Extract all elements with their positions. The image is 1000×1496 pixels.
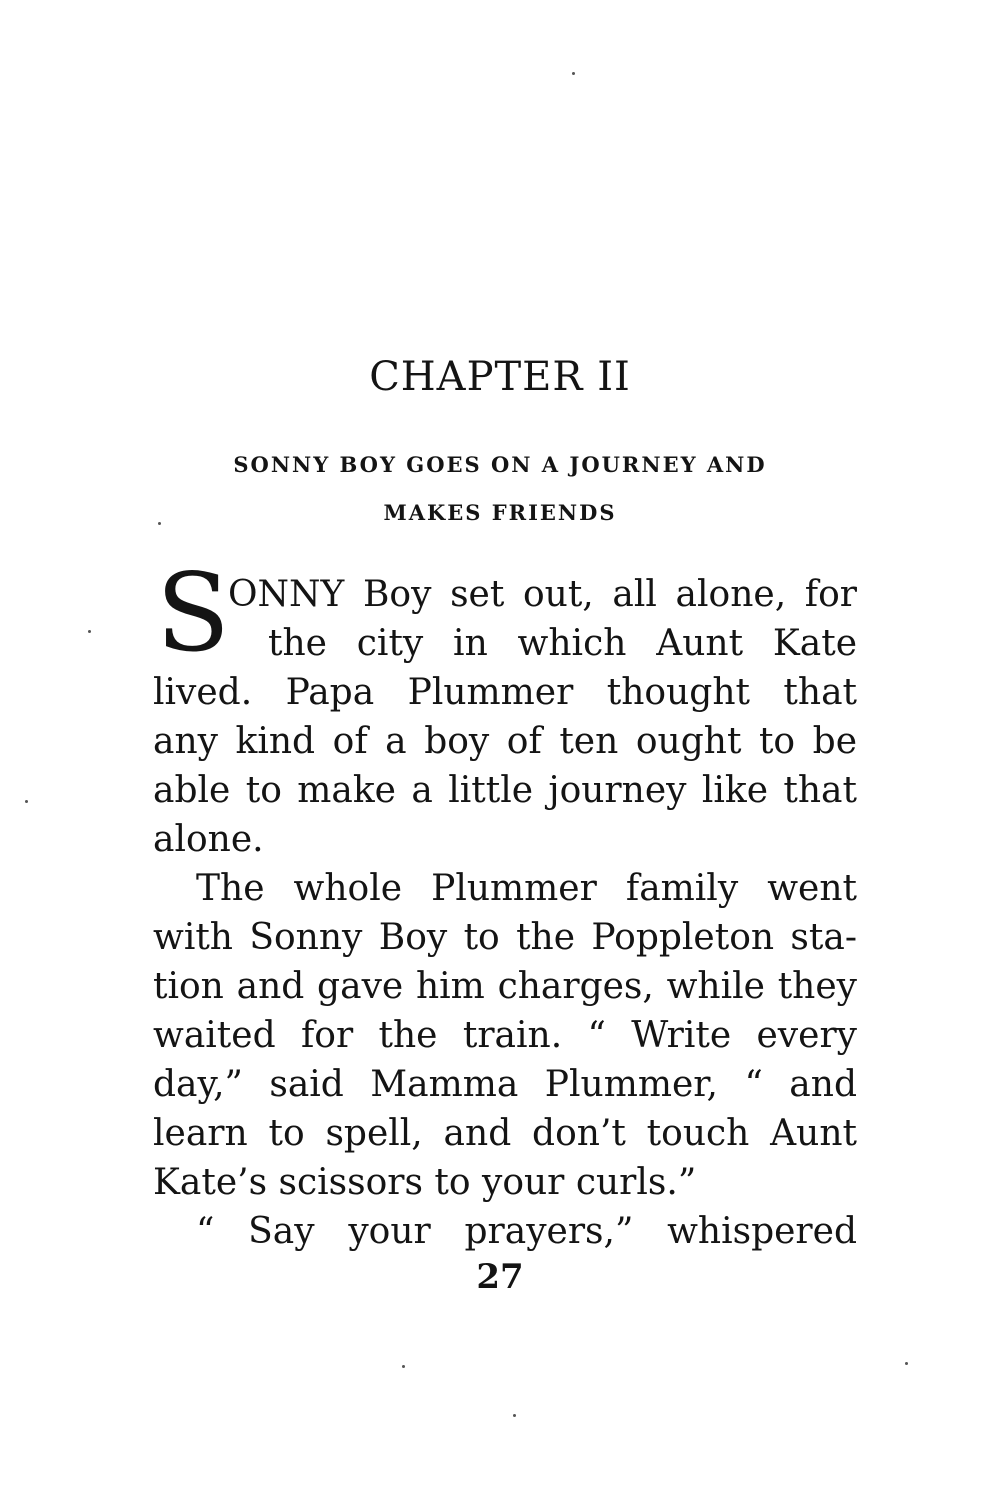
text-line-14: “ Say your prayers,” whispered [196,1211,857,1252]
text-line-4: any kind of a boy of ten ought to be [153,721,857,762]
paper-speck [88,630,91,633]
text-line-5: able to make a little journey like that [153,770,857,811]
paper-speck [158,522,161,525]
text-line-10: waited for the train. “ Write every [153,1015,857,1056]
text-line-1: ONNY Boy set out, all alone, for [228,574,857,615]
text-line-2: the city in which Aunt Kate [268,623,857,664]
paper-speck [905,1362,908,1365]
paper-speck [572,72,575,75]
drop-cap-letter: S [156,551,230,676]
text-line-7: The whole Plummer family went [196,868,857,909]
paper-speck [25,800,28,803]
chapter-subtitle-line-1: SONNY BOY GOES ON A JOURNEY AND [233,452,767,477]
text-line-6: alone. [153,819,264,860]
text-line-8: with Sonny Boy to the Poppleton sta- [153,917,857,958]
text-line-12: learn to spell, and don’t touch Aunt [153,1113,857,1154]
chapter-title: CHAPTER II [369,354,631,400]
paper-speck [402,1365,405,1368]
paper-speck [513,1414,516,1417]
page-number: 27 [476,1257,524,1297]
text-line-9: tion and gave him charges, while they [153,966,857,1007]
text-line-3: lived. Papa Plummer thought that [153,672,857,713]
chapter-subtitle-line-2: MAKES FRIENDS [383,500,617,525]
text-line-11: day,” said Mamma Plummer, “ and [153,1064,857,1105]
text-line-13: Kate’s scissors to your curls.” [153,1162,697,1203]
